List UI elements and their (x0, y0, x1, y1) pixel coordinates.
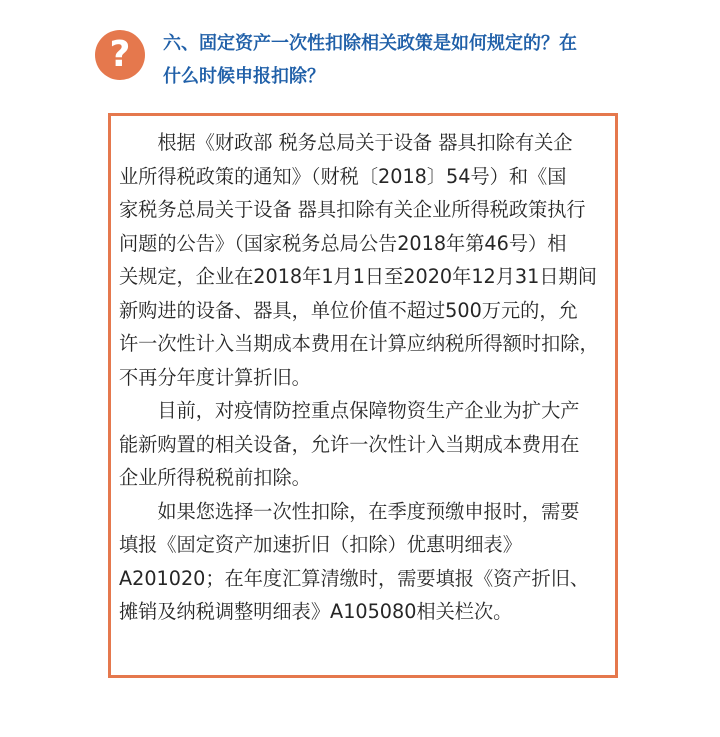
answer-line: 不再分年度计算折旧。 (119, 365, 311, 389)
answer-line: A201020；在年度汇算清缴时，需要填报《资产折旧、 (119, 566, 590, 590)
question-title-line: 什么时候申报扣除？ (163, 66, 325, 87)
answer-line: 问题的公告》（国家税务总局公告2018年第46号）相 (119, 231, 567, 255)
answer-line: 摊销及纳税调整明细表》A105080相关栏次。 (119, 600, 513, 623)
answer-line: 能新购置的相关设备，允许一次性计入当期成本费用在 (119, 432, 580, 456)
answer-line: 如果您选择一次性扣除，在季度预缴申报时，需要 (119, 499, 580, 523)
answer-line: 目前，对疫情防控重点保障物资生产企业为扩大产 (119, 399, 580, 422)
question-title (163, 27, 623, 93)
answer-line: 许一次性计入当期成本费用在计算应纳税所得额时扣除， (119, 332, 599, 355)
question-mark-icon: ? (95, 30, 145, 80)
answer-line: 填报《固定资产加速折旧（扣除）优惠明细表》 (119, 533, 522, 556)
answer-box (108, 113, 618, 678)
answer-line: 家税务总局关于设备 器具扣除有关企业所得税政策执行 (119, 198, 586, 221)
question-title-line: 六、固定资产一次性扣除相关政策是如何规定的？在 (163, 33, 577, 54)
question-header (0, 0, 720, 105)
answer-text (119, 126, 619, 629)
answer-line: 企业所得税税前扣除。 (119, 466, 311, 489)
answer-line: 根据《财政部 税务总局关于设备 器具扣除有关企 (119, 131, 573, 154)
answer-line: 关规定，企业在2018年1月1日至2020年12月31日期间 (119, 265, 597, 288)
answer-line: 业所得税政策的通知》（财税〔2018〕54号）和《国 (119, 164, 567, 188)
answer-line: 新购进的设备、器具，单位价值不超过500万元的，允 (119, 298, 578, 322)
